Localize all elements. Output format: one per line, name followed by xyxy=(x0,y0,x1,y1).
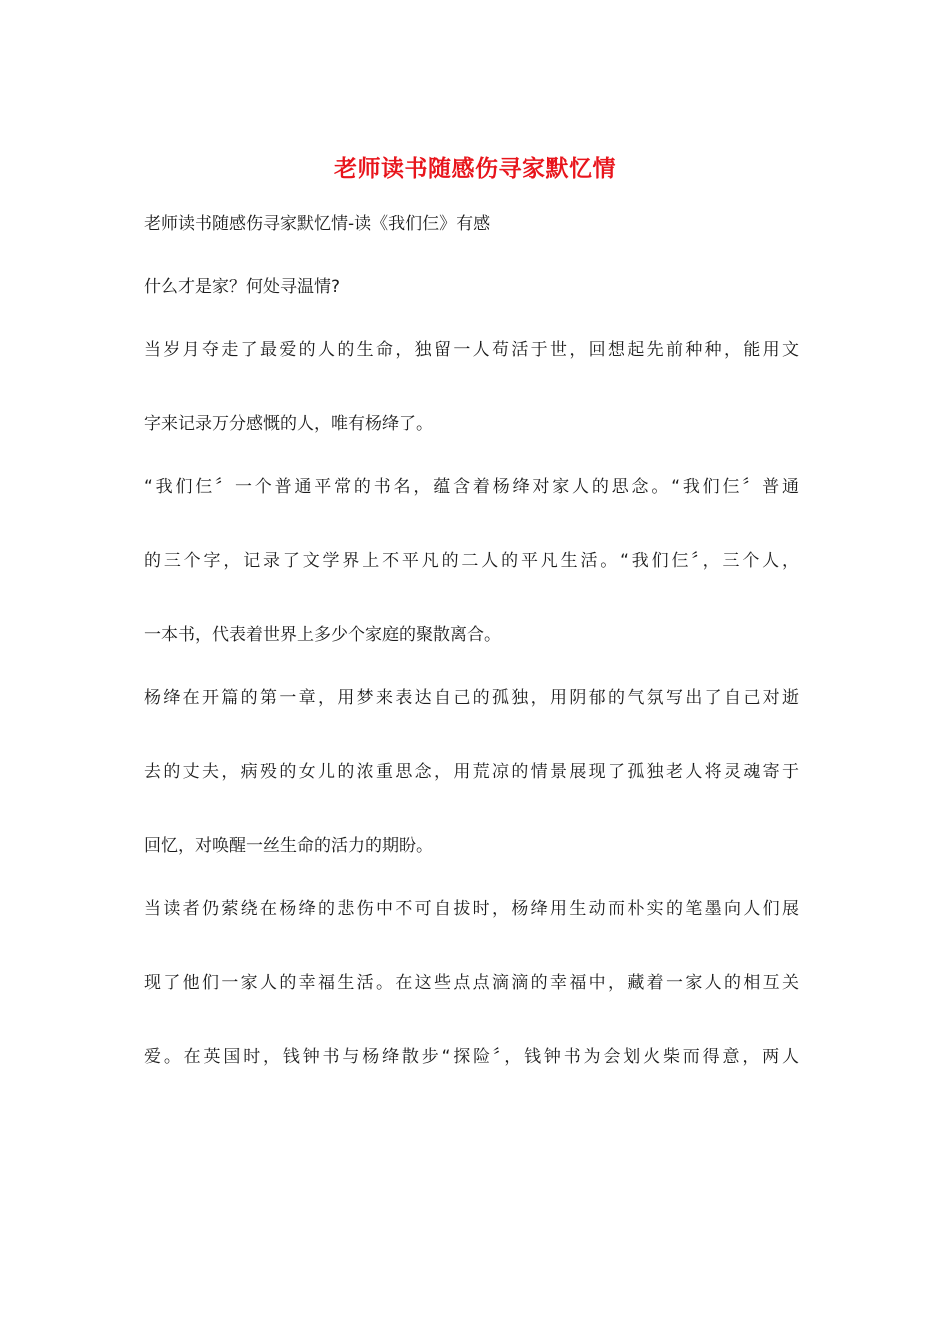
paragraph-line: 的三个字，记录了文学界上不平凡的二人的平凡生活。“我们仨〞，三个人， xyxy=(144,551,799,571)
document-title: 老师读书随感伤寻家默忆情 xyxy=(334,155,616,182)
paragraph-line: 一本书，代表着世界上多少个家庭的聚散离合。 xyxy=(144,625,501,645)
paragraph-line: “我们仨〞一个普通平常的书名，蕴含着杨绛对家人的思念。“我们仨〞普通 xyxy=(144,477,799,497)
paragraph-line: 当读者仍萦绕在杨绛的悲伤中不可自拔时，杨绛用生动而朴实的笔墨向人们展 xyxy=(144,899,799,919)
paragraph-line: 爱。在英国时，钱钟书与杨绛散步“探险〞，钱钟书为会划火柴而得意，两人 xyxy=(144,1047,799,1067)
paragraph-line: 回忆，对唤醒一丝生命的活力的期盼。 xyxy=(144,836,433,856)
paragraph-line: 杨绛在开篇的第一章，用梦来表达自己的孤独，用阴郁的气氛写出了自己对逝 xyxy=(144,688,799,708)
paragraph-line: 现了他们一家人的幸福生活。在这些点点滴滴的幸福中，藏着一家人的相互关 xyxy=(144,973,799,993)
paragraph-line: 去的丈夫，病殁的女儿的浓重思念，用荒凉的情景展现了孤独老人将灵魂寄于 xyxy=(144,762,799,782)
paragraph-line: 当岁月夺走了最爱的人的生命，独留一人苟活于世，回想起先前种种，能用文 xyxy=(144,340,799,360)
paragraph-line: 字来记录万分感慨的人，唯有杨绛了。 xyxy=(144,414,433,434)
question-line: 什么才是家？何处寻温情? xyxy=(144,277,341,297)
document-subtitle: 老师读书随感伤寻家默忆情-读《我们仨》有感 xyxy=(144,214,491,234)
